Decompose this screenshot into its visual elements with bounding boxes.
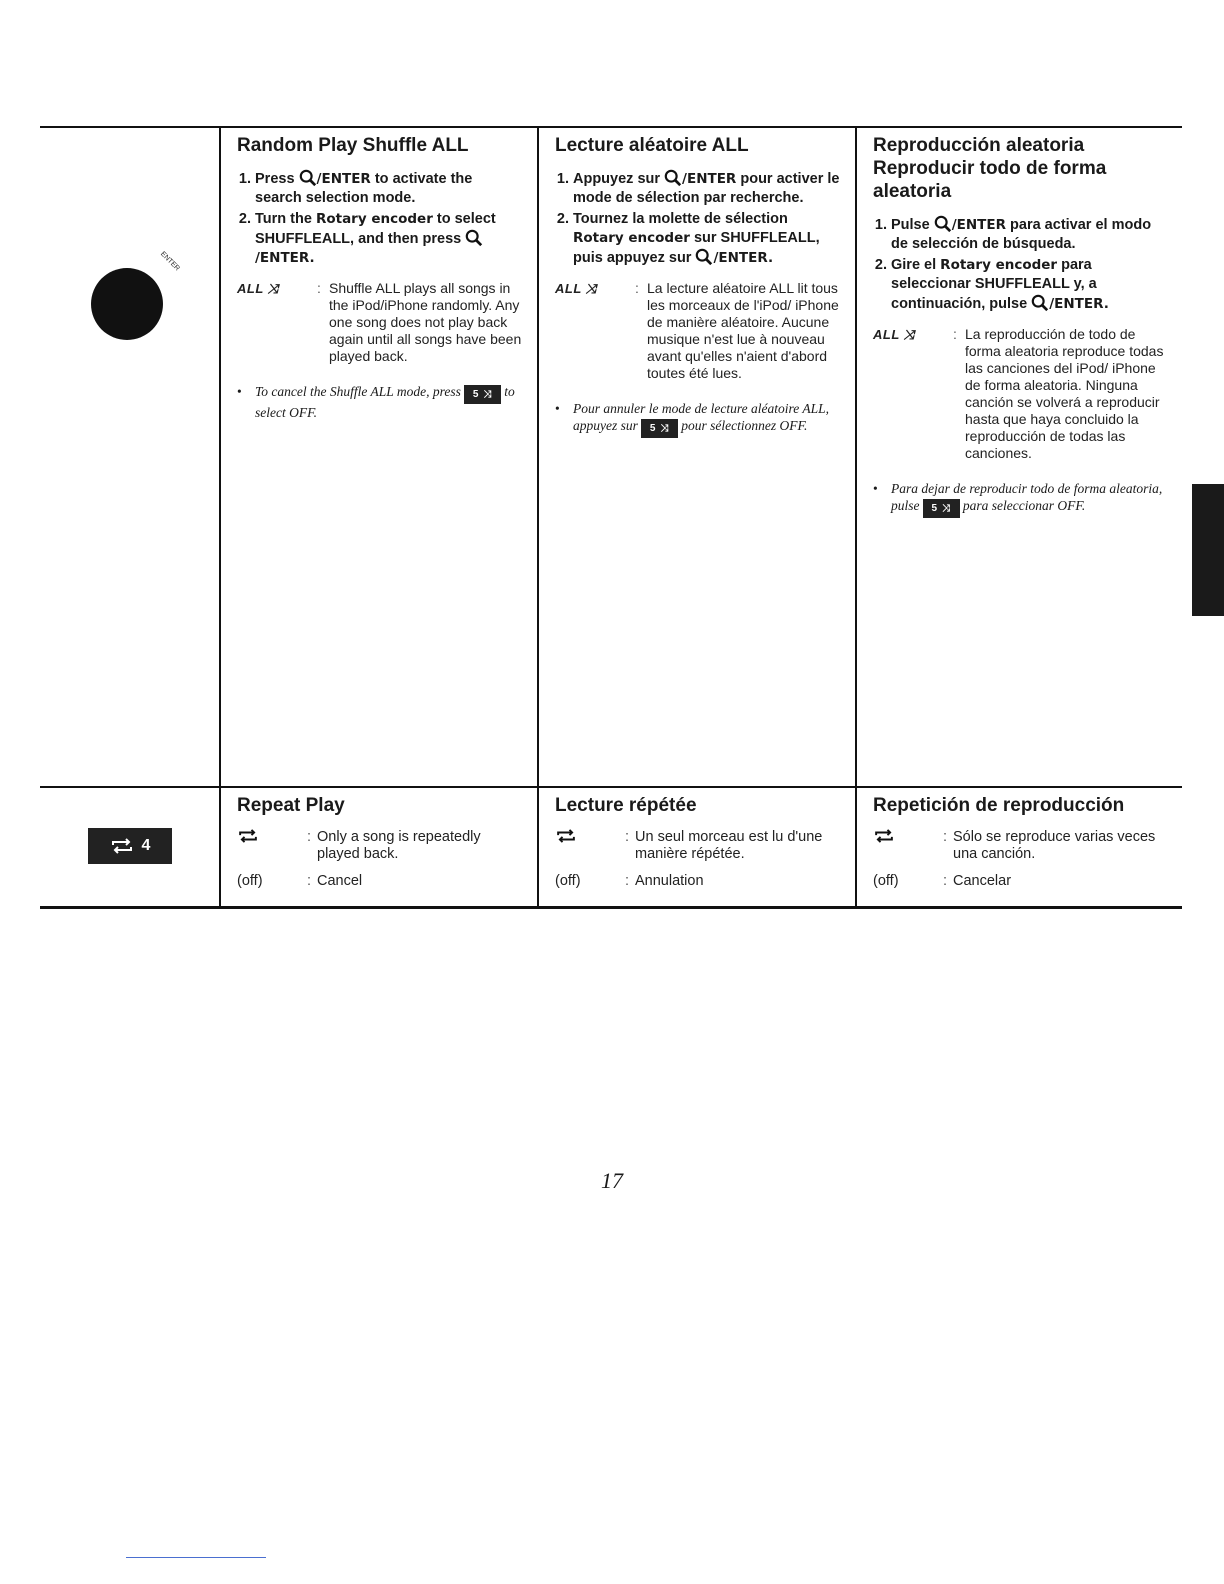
function-table [40,126,1182,909]
shuffle-all-icon: ALL ⤨ [873,327,915,342]
shuffle-mode-desc: La lecture aléatoire ALL lit tous les morceaux de l'iPod/ iPhone de manière aléatoire. Aucune musique n'est lue à nouveau avant qu'elles n'aient d'abord toutes été lues. [647,280,839,381]
repeat-on-es: : Sólo se reproduce varias veces una canción. [873,829,1168,863]
repeat-on-en: : Only a song is repeatedly played back. [237,829,523,863]
knob-enter-label: ENTER [159,250,181,273]
repeat-off-en: (off) : Cancel [237,873,523,890]
repeat-icon [110,838,134,854]
shuffle-mode-en: ALL ⤨ : Shuffle ALL plays all songs in the iPod/iPhone randomly. Any one song does not play back again until all songs have been played back. [237,280,522,364]
repeat-off-desc: Cancelar [953,873,1012,889]
step-2: 2. Turn the Rotary encoder to select SHUFFLEALL, and then press /ENTER. [255,210,523,268]
repeat-on-desc: Un seul morceau est lu d'une manière répétée. [635,829,823,862]
repeat-row [40,787,1182,908]
shuffle-button-icon: 5 ⤨ [641,419,678,438]
shuffle-steps-en [237,169,523,268]
shuffle-spanish [856,127,1182,787]
shuffle-steps-es [873,215,1168,314]
repeat-off-desc: Cancel [317,873,363,889]
repeat-off-desc: Annulation [635,873,704,889]
off-label: (off) [237,873,263,889]
rotary-knob-icon [91,268,163,340]
shuffle-title-en: Random Play Shuffle ALL [237,135,469,156]
shuffle-french [538,127,856,787]
shuffle-note-fr: • Pour annuler le mode de lecture aléatoire ALL, appuyez sur 5 ⤨ pour sélectionnez OFF. [555,400,841,438]
shuffle-all-icon: ALL ⤨ [555,281,597,296]
off-label: (off) [555,873,581,889]
shuffle-mode-desc: Shuffle ALL plays all songs in the iPod/iPhone randomly. Any one song does not play back again until all songs have been played back. [329,280,522,364]
repeat-on-desc: Only a song is repeatedly played back. [317,829,481,862]
search-icon [664,169,682,187]
repeat-title-en: Repeat Play [237,795,345,816]
shuffle-mode-desc: La reproducción de todo de forma aleatoria reproduce todas las canciones del iPod/ iPhone de forma aleatoria. Ninguna canción se volverá a reproducir hasta que haya concluido la reproducción de todas las canciones. [965,326,1164,461]
step-1: 1. Appuyez sur /ENTER pour activer le mode de sélection par recherche. [573,169,841,208]
repeat-icon [237,829,259,843]
repeat-icon-cell [40,787,220,908]
shuffle-steps-fr [555,169,841,268]
repeat-key-number: 4 [141,837,151,854]
repeat-title-fr: Lecture répétée [555,795,697,816]
shuffle-note-es: • Para dejar de reproducir todo de forma aleatoria, pulse 5 ⤨ para seleccionar OFF. [873,480,1168,518]
step-1: 1. Press /ENTER to activate the search selection mode. [255,169,523,208]
footnote-divider [126,1557,266,1558]
repeat-spanish [856,787,1182,908]
repeat-title-es: Repetición de reproducción [873,795,1125,816]
section-tab-marker [1192,484,1224,616]
step-2: 2. Gire el Rotary encoder para seleccionar SHUFFLEALL y, a continuación, pulse /ENTER. [891,256,1168,314]
search-icon [695,248,713,266]
search-icon [465,229,483,247]
shuffle-button-icon: 5 ⤨ [464,385,501,404]
repeat-on-fr: : Un seul morceau est lu d'une manière répétée. [555,829,841,863]
step-2: 2. Tournez la molette de sélection Rotary encoder sur SHUFFLEALL, puis appuyez sur /ENTER. [573,210,841,268]
repeat-icon [873,829,895,843]
repeat-off-es: (off) : Cancelar [873,873,1168,890]
shuffle-row [40,127,1182,787]
shuffle-title-fr: Lecture aléatoire ALL [555,135,749,156]
search-icon [299,169,317,187]
page-number: 17 [601,1168,623,1193]
repeat-icon [555,829,577,843]
repeat-french [538,787,856,908]
step-1: 1. Pulse /ENTER para activar el modo de selección de búsqueda. [891,215,1168,254]
shuffle-mode-es: ALL ⤨ : La reproducción de todo de forma aleatoria reproduce todas las canciones del iPod/ iPhone de forma aleatoria. Ninguna canción se volverá a reproducir hasta que haya concluido la reproducción de todas las canciones. [873,326,1168,462]
repeat-off-fr: (off) : Annulation [555,873,841,890]
shuffle-icon-cell [40,127,220,787]
shuffle-title-es: Reproducción aleatoria Reproducir todo de forma aleatoria [873,135,1107,202]
shuffle-button-icon: 5 ⤨ [923,499,960,518]
search-icon [934,215,952,233]
repeat-english [220,787,538,908]
shuffle-mode-fr: ALL ⤨ : La lecture aléatoire ALL lit tous les morceaux de l'iPod/ iPhone de manière aléatoire. Aucune musique n'est lue à nouveau avant qu'elles n'aient d'abord toutes été lues. [555,280,841,382]
search-icon [1031,294,1049,312]
shuffle-all-icon: ALL ⤨ [237,281,279,296]
shuffle-note-en: • To cancel the Shuffle ALL mode, press 5 ⤨ to select OFF. [237,384,515,420]
off-label: (off) [873,873,899,889]
shuffle-english [220,127,538,787]
repeat-on-desc: Sólo se reproduce varias veces una canción. [953,829,1156,862]
repeat-key-icon [88,828,172,864]
